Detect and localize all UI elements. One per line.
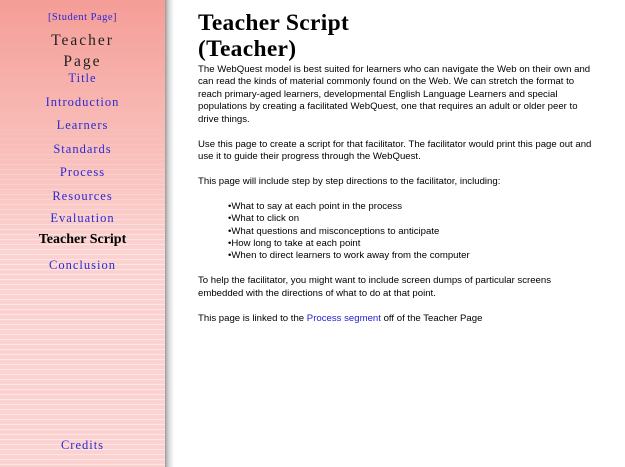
- linked-suffix: off of the Teacher Page: [380, 312, 483, 324]
- directions-list: [198, 201, 598, 263]
- sidebar-item-process[interactable]: Process: [59, 165, 106, 179]
- sidebar-item-introduction[interactable]: Introduction: [45, 95, 120, 109]
- script-purpose-paragraph: Use this page to create a script for that facilitator. The facilitator would print this page out and use it to guide their progress through the WebQuest.: [198, 138, 592, 162]
- screen-dumps-paragraph: To help the facilitator, you might want to include screen dumps of particular screens embedded with the directions of what to do at that point.: [198, 275, 552, 299]
- main-content: [198, 10, 598, 338]
- page-title-line1: Teacher Script: [198, 10, 350, 36]
- directions-paragraph: This page will include step by step directions to the facilitator, including:: [198, 175, 501, 187]
- sidebar-item-evaluation[interactable]: Evaluation: [50, 211, 115, 225]
- student-page-link[interactable]: [Student Page]: [47, 12, 118, 23]
- list-item: • What to say at each point in the process: [228, 201, 598, 213]
- sidebar-item-learners[interactable]: Learners: [56, 118, 109, 132]
- page-title: [198, 10, 598, 62]
- list-item: • What questions and misconceptions to anticipate: [228, 226, 598, 238]
- sidebar-item-title[interactable]: Title: [68, 71, 97, 85]
- linked-prefix: This page is linked to the: [198, 312, 307, 324]
- sidebar-item-credits[interactable]: Credits: [60, 438, 105, 452]
- sidebar-item-standards[interactable]: Standards: [53, 142, 112, 156]
- intro-paragraph: The WebQuest model is best suited for learners who can navigate the Web on their own and can read the kinds of material commonly found on the Web. We can stretch the format to reach primary-aged learners, developmental English Language Learners and special populations by creating a facilitated WebQuest, one that requires an adult or older peer to drive things.: [198, 64, 591, 125]
- linked-paragraph: [198, 313, 598, 325]
- page-title-line2: (Teacher): [198, 36, 297, 62]
- sidebar-item-conclusion[interactable]: Conclusion: [49, 258, 116, 272]
- process-segment-link[interactable]: Process segment: [306, 312, 381, 324]
- list-item: • When to direct learners to work away from the computer: [228, 250, 598, 262]
- sidebar-item-resources[interactable]: Resources: [52, 189, 113, 203]
- sidebar-heading-line1: Teacher: [51, 32, 114, 49]
- list-item: • How long to take at each point: [228, 238, 598, 250]
- sidebar-item-teacher-script-current: Teacher Script: [38, 232, 127, 247]
- sidebar-heading-line2: Page: [63, 53, 102, 70]
- sidebar-divider: [165, 0, 174, 467]
- sidebar: [0, 0, 165, 467]
- list-item: • What to click on: [228, 213, 598, 225]
